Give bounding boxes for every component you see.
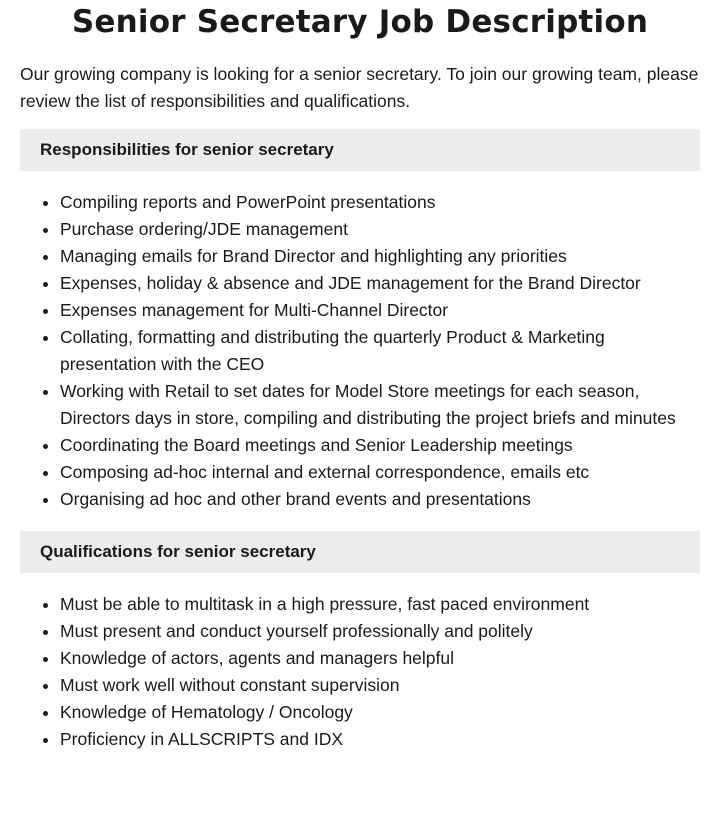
list-item: Proficiency in ALLSCRIPTS and IDX	[60, 726, 700, 753]
list-item: Compiling reports and PowerPoint presentations	[60, 189, 700, 216]
responsibilities-list	[20, 189, 700, 513]
qualifications-heading: Qualifications for senior secretary	[20, 531, 700, 573]
list-item: Expenses management for Multi-Channel Director	[60, 297, 700, 324]
list-item: Managing emails for Brand Director and highlighting any priorities	[60, 243, 700, 270]
list-item: Knowledge of actors, agents and managers helpful	[60, 645, 700, 672]
list-item: Coordinating the Board meetings and Senior Leadership meetings	[60, 432, 700, 459]
list-item: Must be able to multitask in a high pressure, fast paced environment	[60, 591, 700, 618]
list-item: Must present and conduct yourself professionally and politely	[60, 618, 700, 645]
list-item: Knowledge of Hematology / Oncology	[60, 699, 700, 726]
list-item: Working with Retail to set dates for Model Store meetings for each season, Directors days in store, compiling and distributing the project briefs and minutes	[60, 378, 700, 432]
intro-paragraph: Our growing company is looking for a senior secretary. To join our growing team, please review the list of responsibilities and qualifications.	[20, 64, 699, 111]
list-item: Organising ad hoc and other brand events and presentations	[60, 486, 700, 513]
page-title: Senior Secretary Job Description	[71, 4, 649, 40]
qualifications-list	[20, 591, 700, 753]
responsibilities-heading: Responsibilities for senior secretary	[20, 129, 700, 171]
list-item: Composing ad-hoc internal and external correspondence, emails etc	[60, 459, 700, 486]
list-item: Must work well without constant supervision	[60, 672, 700, 699]
list-item: Expenses, holiday & absence and JDE management for the Brand Director	[60, 270, 700, 297]
list-item: Purchase ordering/JDE management	[60, 216, 700, 243]
list-item: Collating, formatting and distributing the quarterly Product & Marketing presentation with the CEO	[60, 324, 700, 378]
